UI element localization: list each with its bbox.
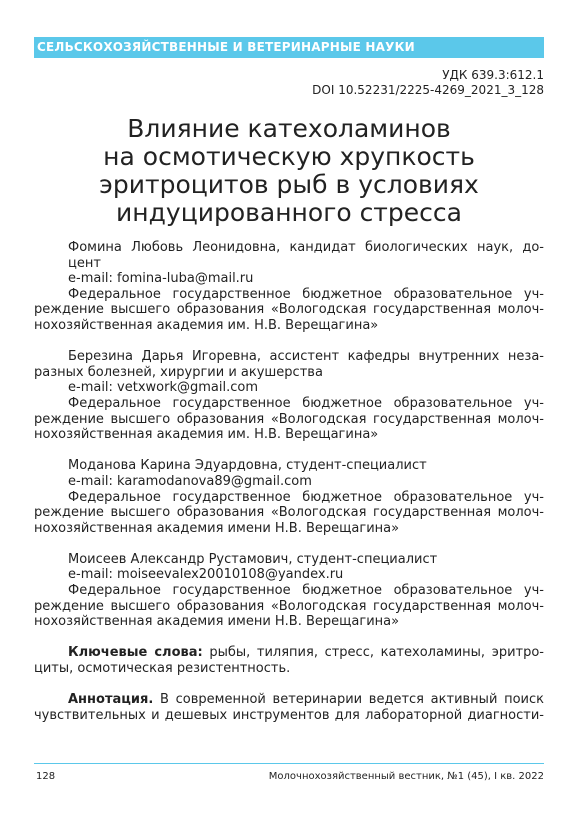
author-affiliation: реждение высшего образования «Вологодская государственная молоч- xyxy=(34,302,544,318)
author-block xyxy=(34,458,544,536)
author-name: цент xyxy=(68,255,101,271)
title-line: Влияние катехоламинов xyxy=(127,114,451,143)
abstract-block xyxy=(34,692,544,723)
author-block xyxy=(34,349,544,443)
author-affiliation: реждение высшего образования «Вологодская государственная молоч- xyxy=(34,598,544,614)
title-line: эритроцитов рыб в условиях xyxy=(99,170,479,199)
author-affiliation: нохозяйственная академия им. Н.В. Верещагина» xyxy=(34,317,379,333)
author-affiliation: нохозяйственная академия имени Н.В. Верещагина» xyxy=(34,520,400,536)
udc-code: УДК 639.3:612.1 xyxy=(442,68,544,82)
keywords-text: рыбы, тиляпия, стресс, катехоламины, эритро- xyxy=(202,645,545,661)
journal-info: Молочнохозяйственный вестник, №1 (45), I кв. 2022 xyxy=(268,771,544,782)
author-email: e-mail: vetxwork@gmail.com xyxy=(68,380,258,396)
author-affiliation: Федеральное государственное бюджетное образовательное уч- xyxy=(68,583,544,599)
author-block xyxy=(34,552,544,630)
keywords-block xyxy=(34,645,544,676)
section-title: СЕЛЬСКОХОЗЯЙСТВЕННЫЕ И ВЕТЕРИНАРНЫЕ НАУКИ xyxy=(37,40,415,54)
author-name: Березина Дарья Игоревна, ассистент кафедры внутренних неза- xyxy=(68,349,544,365)
keywords-text: циты, осмотическая резистентность. xyxy=(34,661,291,677)
author-email: e-mail: karamodanova89@gmail.com xyxy=(68,473,312,489)
author-affiliation: реждение высшего образования «Вологодская государственная молоч- xyxy=(34,411,544,427)
author-name: Моданова Карина Эдуардовна, студент-специалист xyxy=(68,458,427,474)
abstract-text: чувствительных и дешевых инструментов для лабораторной диагности- xyxy=(34,707,544,723)
author-affiliation: Федеральное государственное бюджетное образовательное уч- xyxy=(68,395,544,411)
author-email: e-mail: moiseevalex20010108@yandex.ru xyxy=(68,567,344,583)
identifiers xyxy=(312,68,544,98)
footer-divider xyxy=(34,763,544,764)
keywords-label: Ключевые слова: xyxy=(68,645,203,661)
abstract-label: Аннотация. xyxy=(68,692,154,708)
section-banner xyxy=(34,37,544,58)
author-email: e-mail: fomina-luba@mail.ru xyxy=(68,271,254,287)
author-block xyxy=(34,240,544,334)
author-affiliation: Федеральное государственное бюджетное образовательное уч- xyxy=(68,286,544,302)
author-name: Моисеев Александр Рустамович, студент-специалист xyxy=(68,551,438,567)
abstract-line xyxy=(34,692,544,708)
author-affiliation: реждение высшего образования «Вологодская государственная молоч- xyxy=(34,505,544,521)
keywords-line xyxy=(34,645,544,661)
author-affiliation: нохозяйственная академия имени Н.В. Верещагина» xyxy=(34,614,400,630)
author-name: разных болезней, хирургии и акушерства xyxy=(34,364,323,380)
title-line: на осмотическую хрупкость xyxy=(103,142,475,171)
article-title xyxy=(34,115,544,227)
author-affiliation: нохозяйственная академия им. Н.В. Верещагина» xyxy=(34,427,379,443)
doi: DOI 10.52231/2225-4269_2021_3_128 xyxy=(312,83,544,97)
author-name: Фомина Любовь Леонидовна, кандидат биологических наук, до- xyxy=(68,240,544,255)
page-number: 128 xyxy=(36,771,56,782)
abstract-text: В современной ветеринарии ведется активный поиск xyxy=(153,692,544,708)
title-line: индуцированного стресса xyxy=(116,198,462,227)
author-affiliation: Федеральное государственное бюджетное образовательное уч- xyxy=(68,489,544,505)
article-body xyxy=(34,240,544,723)
